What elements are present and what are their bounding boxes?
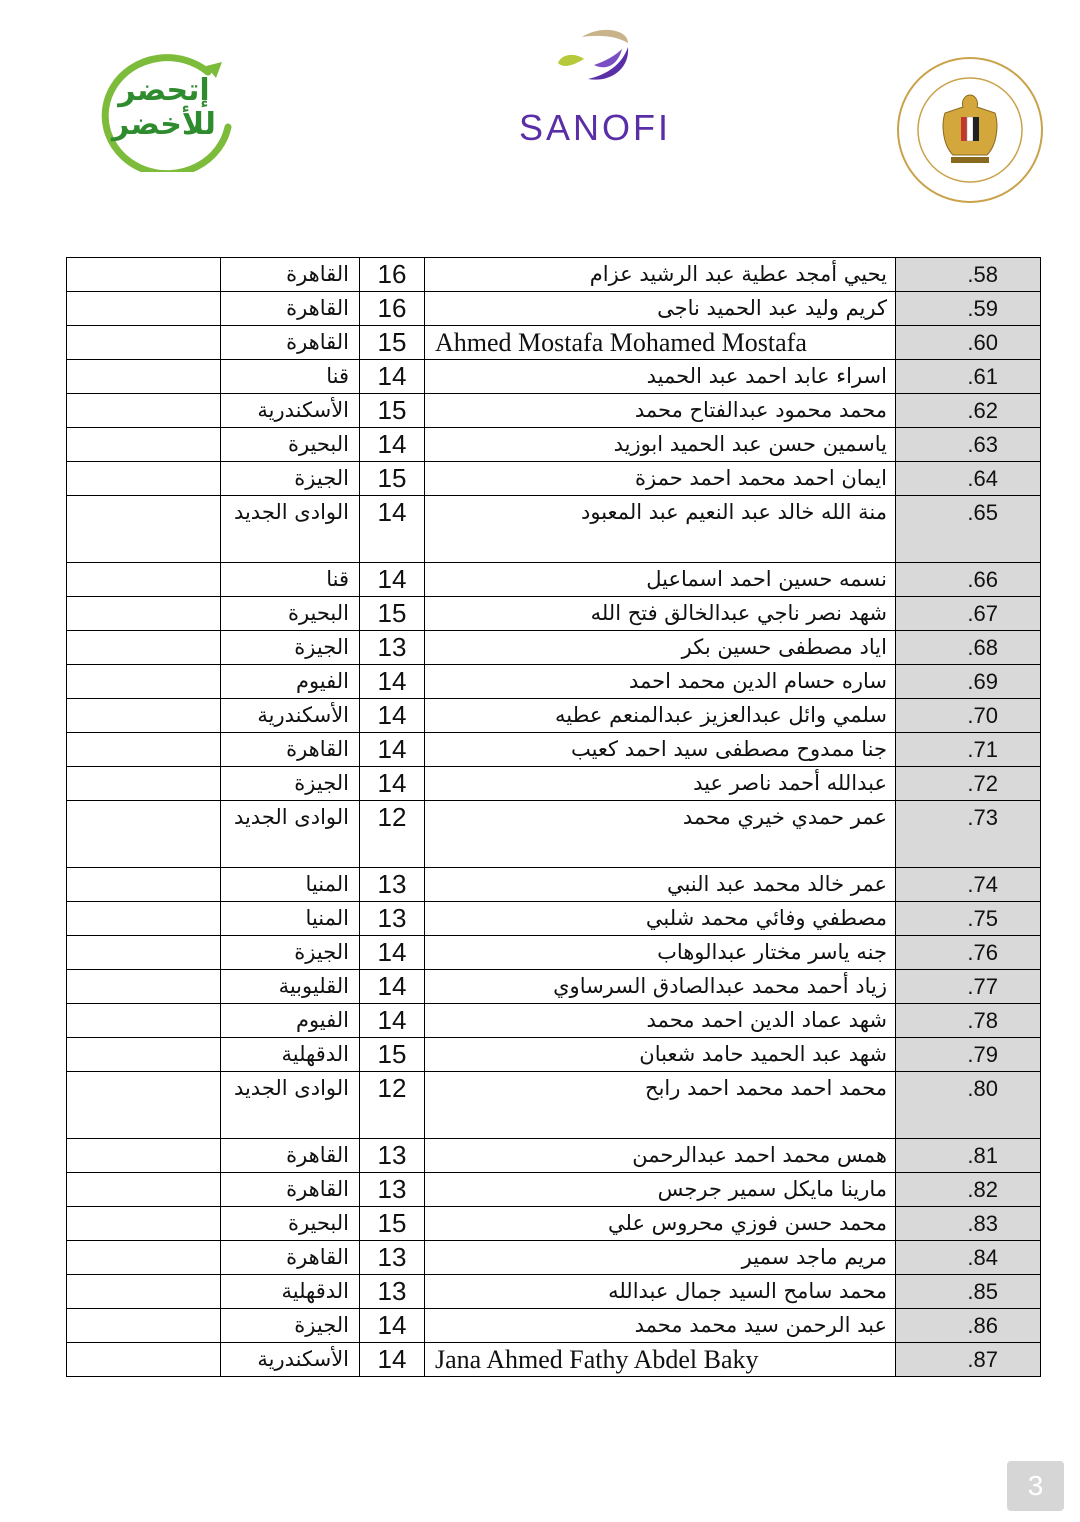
name-cell: شهد عماد الدين احمد محمد — [425, 1004, 896, 1038]
row-number-cell: .65 — [896, 496, 1041, 563]
notes-cell — [67, 1139, 221, 1173]
page-number: 3 — [1007, 1461, 1064, 1511]
row-number-cell: .76 — [896, 936, 1041, 970]
row-number-cell: .81 — [896, 1139, 1041, 1173]
age-cell: 14 — [360, 360, 425, 394]
row-number-cell: .74 — [896, 868, 1041, 902]
notes-cell — [67, 292, 221, 326]
table-row — [67, 801, 1041, 868]
age-cell: 14 — [360, 699, 425, 733]
notes-cell — [67, 1038, 221, 1072]
logo-text-line2: للأخضر — [112, 107, 216, 142]
notes-cell — [67, 1241, 221, 1275]
age-cell: 14 — [360, 767, 425, 801]
governorate-cell: المنيا — [221, 868, 360, 902]
row-number-cell: .63 — [896, 428, 1041, 462]
governorate-cell: البحيرة — [221, 597, 360, 631]
notes-cell — [67, 360, 221, 394]
table-row — [67, 428, 1041, 462]
age-cell: 15 — [360, 326, 425, 360]
age-cell: 15 — [360, 597, 425, 631]
sanofi-wordmark: SANOFI — [518, 107, 671, 148]
table-row — [67, 1343, 1041, 1377]
name-cell: محمد محمود عبدالفتاح محمد — [425, 394, 896, 428]
notes-cell — [67, 1004, 221, 1038]
name-cell: نسمه حسين احمد اسماعيل — [425, 563, 896, 597]
row-number-cell: .58 — [896, 258, 1041, 292]
governorate-cell: الفيوم — [221, 665, 360, 699]
governorate-cell: الفيوم — [221, 1004, 360, 1038]
table-row — [67, 360, 1041, 394]
age-cell: 14 — [360, 1004, 425, 1038]
table-row — [67, 326, 1041, 360]
row-number-cell: .72 — [896, 767, 1041, 801]
governorate-cell: القليوبية — [221, 970, 360, 1004]
governorate-cell: البحيرة — [221, 428, 360, 462]
notes-cell — [67, 394, 221, 428]
notes-cell — [67, 970, 221, 1004]
name-cell: همس محمد احمد عبدالرحمن — [425, 1139, 896, 1173]
name-cell: محمد سامح السيد جمال عبدالله — [425, 1275, 896, 1309]
governorate-cell: الجيزة — [221, 936, 360, 970]
notes-cell — [67, 597, 221, 631]
name-cell: جنه ياسر مختار عبدالوهاب — [425, 936, 896, 970]
row-number-cell: .86 — [896, 1309, 1041, 1343]
governorate-cell: الدقهلية — [221, 1275, 360, 1309]
age-cell: 13 — [360, 1275, 425, 1309]
governorate-cell: القاهرة — [221, 733, 360, 767]
notes-cell — [67, 631, 221, 665]
table-row — [67, 936, 1041, 970]
row-number-cell: .70 — [896, 699, 1041, 733]
age-cell: 14 — [360, 665, 425, 699]
notes-cell — [67, 936, 221, 970]
logo-text-line1: إتحضر — [118, 73, 210, 108]
age-cell: 13 — [360, 868, 425, 902]
governorate-cell: البحيرة — [221, 1207, 360, 1241]
age-cell: 12 — [360, 1072, 425, 1139]
table-row — [67, 699, 1041, 733]
notes-cell — [67, 902, 221, 936]
table-row — [67, 631, 1041, 665]
row-number-cell: .69 — [896, 665, 1041, 699]
name-cell: اسراء عابد احمد عبد الحميد — [425, 360, 896, 394]
age-cell: 14 — [360, 428, 425, 462]
table-row — [67, 767, 1041, 801]
green-campaign-logo — [88, 52, 240, 172]
notes-cell — [67, 563, 221, 597]
row-number-cell: .71 — [896, 733, 1041, 767]
sanofi-logo — [510, 25, 680, 150]
name-cell: Jana Ahmed Fathy Abdel Baky — [425, 1343, 896, 1377]
notes-cell — [67, 1207, 221, 1241]
row-number-cell: .60 — [896, 326, 1041, 360]
table-row — [67, 1275, 1041, 1309]
governorate-cell: الدقهلية — [221, 1038, 360, 1072]
row-number-cell: .61 — [896, 360, 1041, 394]
notes-cell — [67, 496, 221, 563]
governorate-cell: القاهرة — [221, 1139, 360, 1173]
row-number-cell: .62 — [896, 394, 1041, 428]
name-cell: يحيي أمجد عطية عبد الرشيد عزام — [425, 258, 896, 292]
notes-cell — [67, 258, 221, 292]
table-row — [67, 1207, 1041, 1241]
table-row — [67, 1004, 1041, 1038]
table-row — [67, 733, 1041, 767]
age-cell: 15 — [360, 462, 425, 496]
governorate-cell: قنا — [221, 563, 360, 597]
age-cell: 12 — [360, 801, 425, 868]
name-cell: محمد حسن فوزي محروس علي — [425, 1207, 896, 1241]
table-row — [67, 496, 1041, 563]
table-row — [67, 258, 1041, 292]
age-cell: 14 — [360, 936, 425, 970]
table-row — [67, 1038, 1041, 1072]
age-cell: 13 — [360, 1173, 425, 1207]
row-number-cell: .73 — [896, 801, 1041, 868]
row-number-cell: .67 — [896, 597, 1041, 631]
row-number-cell: .80 — [896, 1072, 1041, 1139]
sanofi-emblem-icon — [510, 25, 680, 105]
table-row — [67, 292, 1041, 326]
notes-cell — [67, 1309, 221, 1343]
name-cell: محمد احمد محمد احمد رابح — [425, 1072, 896, 1139]
name-cell: عمر حمدي خيري محمد — [425, 801, 896, 868]
notes-cell — [67, 326, 221, 360]
table-row — [67, 1173, 1041, 1207]
governorate-cell: الأسكندرية — [221, 1343, 360, 1377]
notes-cell — [67, 428, 221, 462]
row-number-cell: .75 — [896, 902, 1041, 936]
participants-table-body — [67, 258, 1041, 1377]
notes-cell — [67, 801, 221, 868]
governorate-cell: القاهرة — [221, 326, 360, 360]
table-row — [67, 394, 1041, 428]
governorate-cell: الوادى الجديد — [221, 801, 360, 868]
table-row — [67, 970, 1041, 1004]
governorate-cell: الأسكندرية — [221, 394, 360, 428]
age-cell: 16 — [360, 292, 425, 326]
governorate-cell: الجيزة — [221, 631, 360, 665]
row-number-cell: .78 — [896, 1004, 1041, 1038]
row-number-cell: .82 — [896, 1173, 1041, 1207]
table-row — [67, 1072, 1041, 1139]
governorate-cell: الجيزة — [221, 462, 360, 496]
age-cell: 15 — [360, 1038, 425, 1072]
name-cell: سلمي وائل عبدالعزيز عبدالمنعم عطيه — [425, 699, 896, 733]
name-cell: زياد أحمد محمد عبدالصادق السرساوي — [425, 970, 896, 1004]
notes-cell — [67, 767, 221, 801]
age-cell: 15 — [360, 394, 425, 428]
notes-cell — [67, 462, 221, 496]
name-cell: مصطفي وفائي محمد شلبي — [425, 902, 896, 936]
governorate-cell: القاهرة — [221, 1241, 360, 1275]
row-number-cell: .66 — [896, 563, 1041, 597]
name-cell: عبد الرحمن سيد محمد محمد — [425, 1309, 896, 1343]
age-cell: 14 — [360, 733, 425, 767]
name-cell: كريم وليد عبد الحميد ناجى — [425, 292, 896, 326]
name-cell: عمر خالد محمد عبد النبي — [425, 868, 896, 902]
name-cell: Ahmed Mostafa Mohamed Mostafa — [425, 326, 896, 360]
notes-cell — [67, 868, 221, 902]
row-number-cell: .79 — [896, 1038, 1041, 1072]
table-row — [67, 868, 1041, 902]
row-number-cell: .77 — [896, 970, 1041, 1004]
table-row — [67, 563, 1041, 597]
table-row — [67, 1139, 1041, 1173]
table-row — [67, 902, 1041, 936]
age-cell: 16 — [360, 258, 425, 292]
row-number-cell: .64 — [896, 462, 1041, 496]
row-number-cell: .84 — [896, 1241, 1041, 1275]
row-number-cell: .85 — [896, 1275, 1041, 1309]
name-cell: ساره حسام الدين محمد احمد — [425, 665, 896, 699]
notes-cell — [67, 1275, 221, 1309]
age-cell: 13 — [360, 1139, 425, 1173]
notes-cell — [67, 665, 221, 699]
table-row — [67, 597, 1041, 631]
governorate-cell: الجيزة — [221, 1309, 360, 1343]
age-cell: 14 — [360, 1343, 425, 1377]
age-cell: 14 — [360, 1309, 425, 1343]
name-cell: ايمان احمد محمد احمد حمزة — [425, 462, 896, 496]
participants-table — [66, 257, 1041, 1377]
age-cell: 13 — [360, 1241, 425, 1275]
row-number-cell: .59 — [896, 292, 1041, 326]
row-number-cell: .87 — [896, 1343, 1041, 1377]
governorate-cell: الجيزة — [221, 767, 360, 801]
table-row — [67, 462, 1041, 496]
name-cell: مريم ماجد سمير — [425, 1241, 896, 1275]
age-cell: 13 — [360, 902, 425, 936]
ministry-seal-logo — [895, 55, 1045, 205]
row-number-cell: .68 — [896, 631, 1041, 665]
age-cell: 15 — [360, 1207, 425, 1241]
governorate-cell: القاهرة — [221, 292, 360, 326]
egypt-eagle-seal-icon — [895, 55, 1045, 205]
age-cell: 14 — [360, 970, 425, 1004]
age-cell: 13 — [360, 631, 425, 665]
notes-cell — [67, 699, 221, 733]
name-cell: شهد عبد الحميد حامد شعبان — [425, 1038, 896, 1072]
row-number-cell: .83 — [896, 1207, 1041, 1241]
governorate-cell: القاهرة — [221, 258, 360, 292]
age-cell: 14 — [360, 496, 425, 563]
table-row — [67, 665, 1041, 699]
name-cell: جنا ممدوح مصطفى سيد احمد كعيب — [425, 733, 896, 767]
age-cell: 14 — [360, 563, 425, 597]
notes-cell — [67, 1072, 221, 1139]
name-cell: اياد مصطفى حسين بكر — [425, 631, 896, 665]
governorate-cell: القاهرة — [221, 1173, 360, 1207]
notes-cell — [67, 733, 221, 767]
table-row — [67, 1241, 1041, 1275]
governorate-cell: الوادى الجديد — [221, 496, 360, 563]
notes-cell — [67, 1343, 221, 1377]
governorate-cell: قنا — [221, 360, 360, 394]
governorate-cell: المنيا — [221, 902, 360, 936]
name-cell: شهد نصر ناجي عبدالخالق فتح الله — [425, 597, 896, 631]
governorate-cell: الأسكندرية — [221, 699, 360, 733]
name-cell: ياسمين حسن عبد الحميد ابوزيد — [425, 428, 896, 462]
name-cell: عبدالله أحمد ناصر عيد — [425, 767, 896, 801]
table-row — [67, 1309, 1041, 1343]
name-cell: منة الله خالد عبد النعيم عبد المعبود — [425, 496, 896, 563]
notes-cell — [67, 1173, 221, 1207]
name-cell: مارينا مايكل سمير جرجس — [425, 1173, 896, 1207]
governorate-cell: الوادى الجديد — [221, 1072, 360, 1139]
